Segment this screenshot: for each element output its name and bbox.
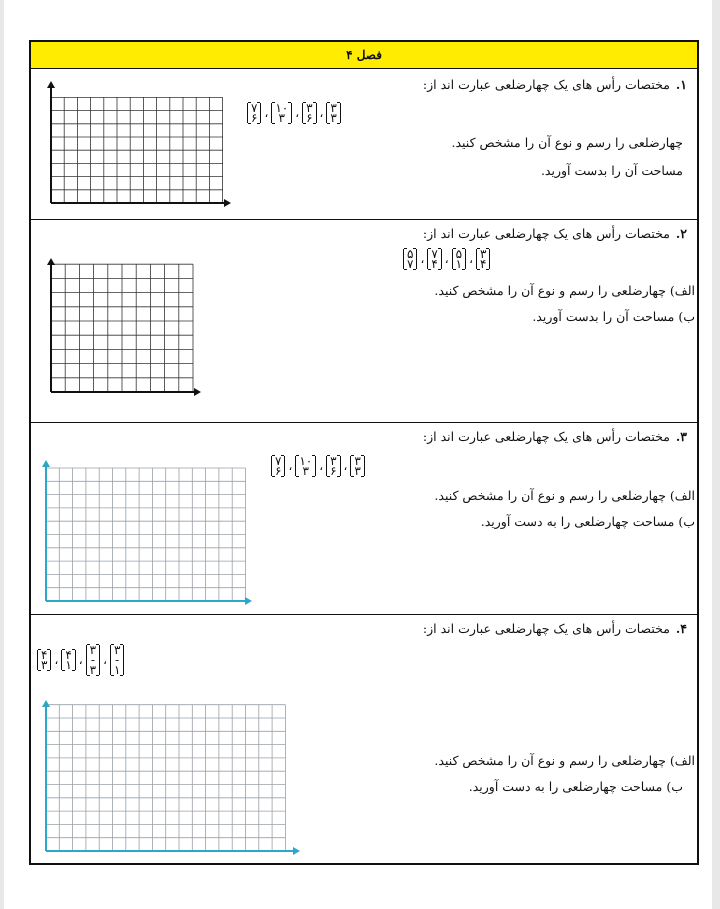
question-1-prompt: ۱.مختصات رأس های یک چهارضلعی عبارت اند از:: [422, 77, 687, 92]
question-2: [31, 220, 697, 423]
question-1: [31, 69, 697, 220]
question-3-prompt: ۳.مختصات رأس های یک چهارضلعی عبارت اند از:: [422, 429, 687, 444]
question-3-vertices: ۷ ۶ ، ۱۰ ۳ ، ۳ ۶ ، ۳ ۳: [271, 456, 365, 476]
y-axis-arrow: [42, 460, 50, 467]
worksheet-page: [4, 0, 712, 909]
coordinate-grid-1: [41, 79, 231, 209]
vertex-vector: ۵ ۱: [452, 249, 466, 269]
x-axis-arrow: [194, 388, 201, 396]
vertex-vector: ۷ ۴: [427, 249, 441, 269]
vertex-vector: ۱۰ ۳: [271, 103, 292, 123]
y-axis-arrow: [47, 81, 55, 88]
question-4-vertices: ۴ ۳ ، ۴ ۱ ، ۳ - ۳ ، ۳ - ۱: [37, 645, 124, 675]
coordinate-grid-4: [40, 701, 305, 857]
question-1-vertices: ۷ ۶ ، ۱۰ ۳ ، ۳ ۶ ، ۳ ۳: [247, 103, 341, 123]
question-1-task-a: چهارضلعی را رسم و نوع آن را مشخص کنید.: [451, 135, 683, 150]
x-axis-arrow: [245, 597, 252, 605]
vertex-vector: ۳ - ۳: [86, 645, 100, 675]
vertex-vector: ۳ ۶: [326, 456, 340, 476]
question-2-task-b: ب) مساحت آن را بدست آورید.: [532, 309, 695, 324]
vertex-vector: ۴ ۳: [37, 650, 51, 670]
vertex-vector: ۳ - ۱: [110, 645, 124, 675]
y-axis-arrow: [47, 258, 55, 265]
question-2-vertices: ۵ ۷ ، ۷ ۴ ، ۵ ۱ ، ۳ ۴: [403, 249, 490, 269]
question-4-task-b: ب) مساحت چهارضلعی را به دست آورید.: [468, 779, 683, 794]
vertex-vector: ۷ ۶: [271, 456, 285, 476]
question-2-task-a: الف) چهارضلعی را رسم و نوع آن را مشخص کنید.: [434, 283, 695, 298]
y-axis-arrow: [42, 700, 50, 707]
vertex-vector: ۷ ۶: [247, 103, 261, 123]
vertex-vector: ۵ ۷: [403, 249, 417, 269]
question-1-task-b: مساحت آن را بدست آورید.: [540, 163, 683, 178]
vertex-vector: ۱۰ ۳: [295, 456, 316, 476]
coordinate-grid-3: [40, 461, 258, 607]
vertex-vector: ۳ ۴: [476, 249, 490, 269]
vertex-vector: ۳ ۳: [350, 456, 364, 476]
question-4-task-a: الف) چهارضلعی را رسم و نوع آن را مشخص کنید.: [434, 753, 695, 768]
x-axis-arrow: [224, 199, 231, 207]
vertex-vector: ۳ ۶: [302, 103, 316, 123]
question-3: [31, 423, 697, 615]
question-2-prompt: ۲.مختصات رأس های یک چهارضلعی عبارت اند از:: [422, 226, 687, 241]
chapter-header: فصل ۴: [31, 42, 697, 69]
question-3-task-a: الف) چهارضلعی را رسم و نوع آن را مشخص کنید.: [434, 488, 695, 503]
worksheet-frame: [29, 40, 699, 865]
question-4: [31, 615, 697, 865]
question-4-prompt: ۴.مختصات رأس های یک چهارضلعی عبارت اند از:: [422, 621, 687, 636]
vertex-vector: ۴ ۱: [61, 650, 75, 670]
x-axis-arrow: [293, 847, 300, 855]
vertex-vector: ۳ ۳: [326, 103, 340, 123]
coordinate-grid-2: [45, 268, 205, 408]
question-3-task-b: ب) مساحت چهارضلعی را به دست آورید.: [480, 514, 695, 529]
